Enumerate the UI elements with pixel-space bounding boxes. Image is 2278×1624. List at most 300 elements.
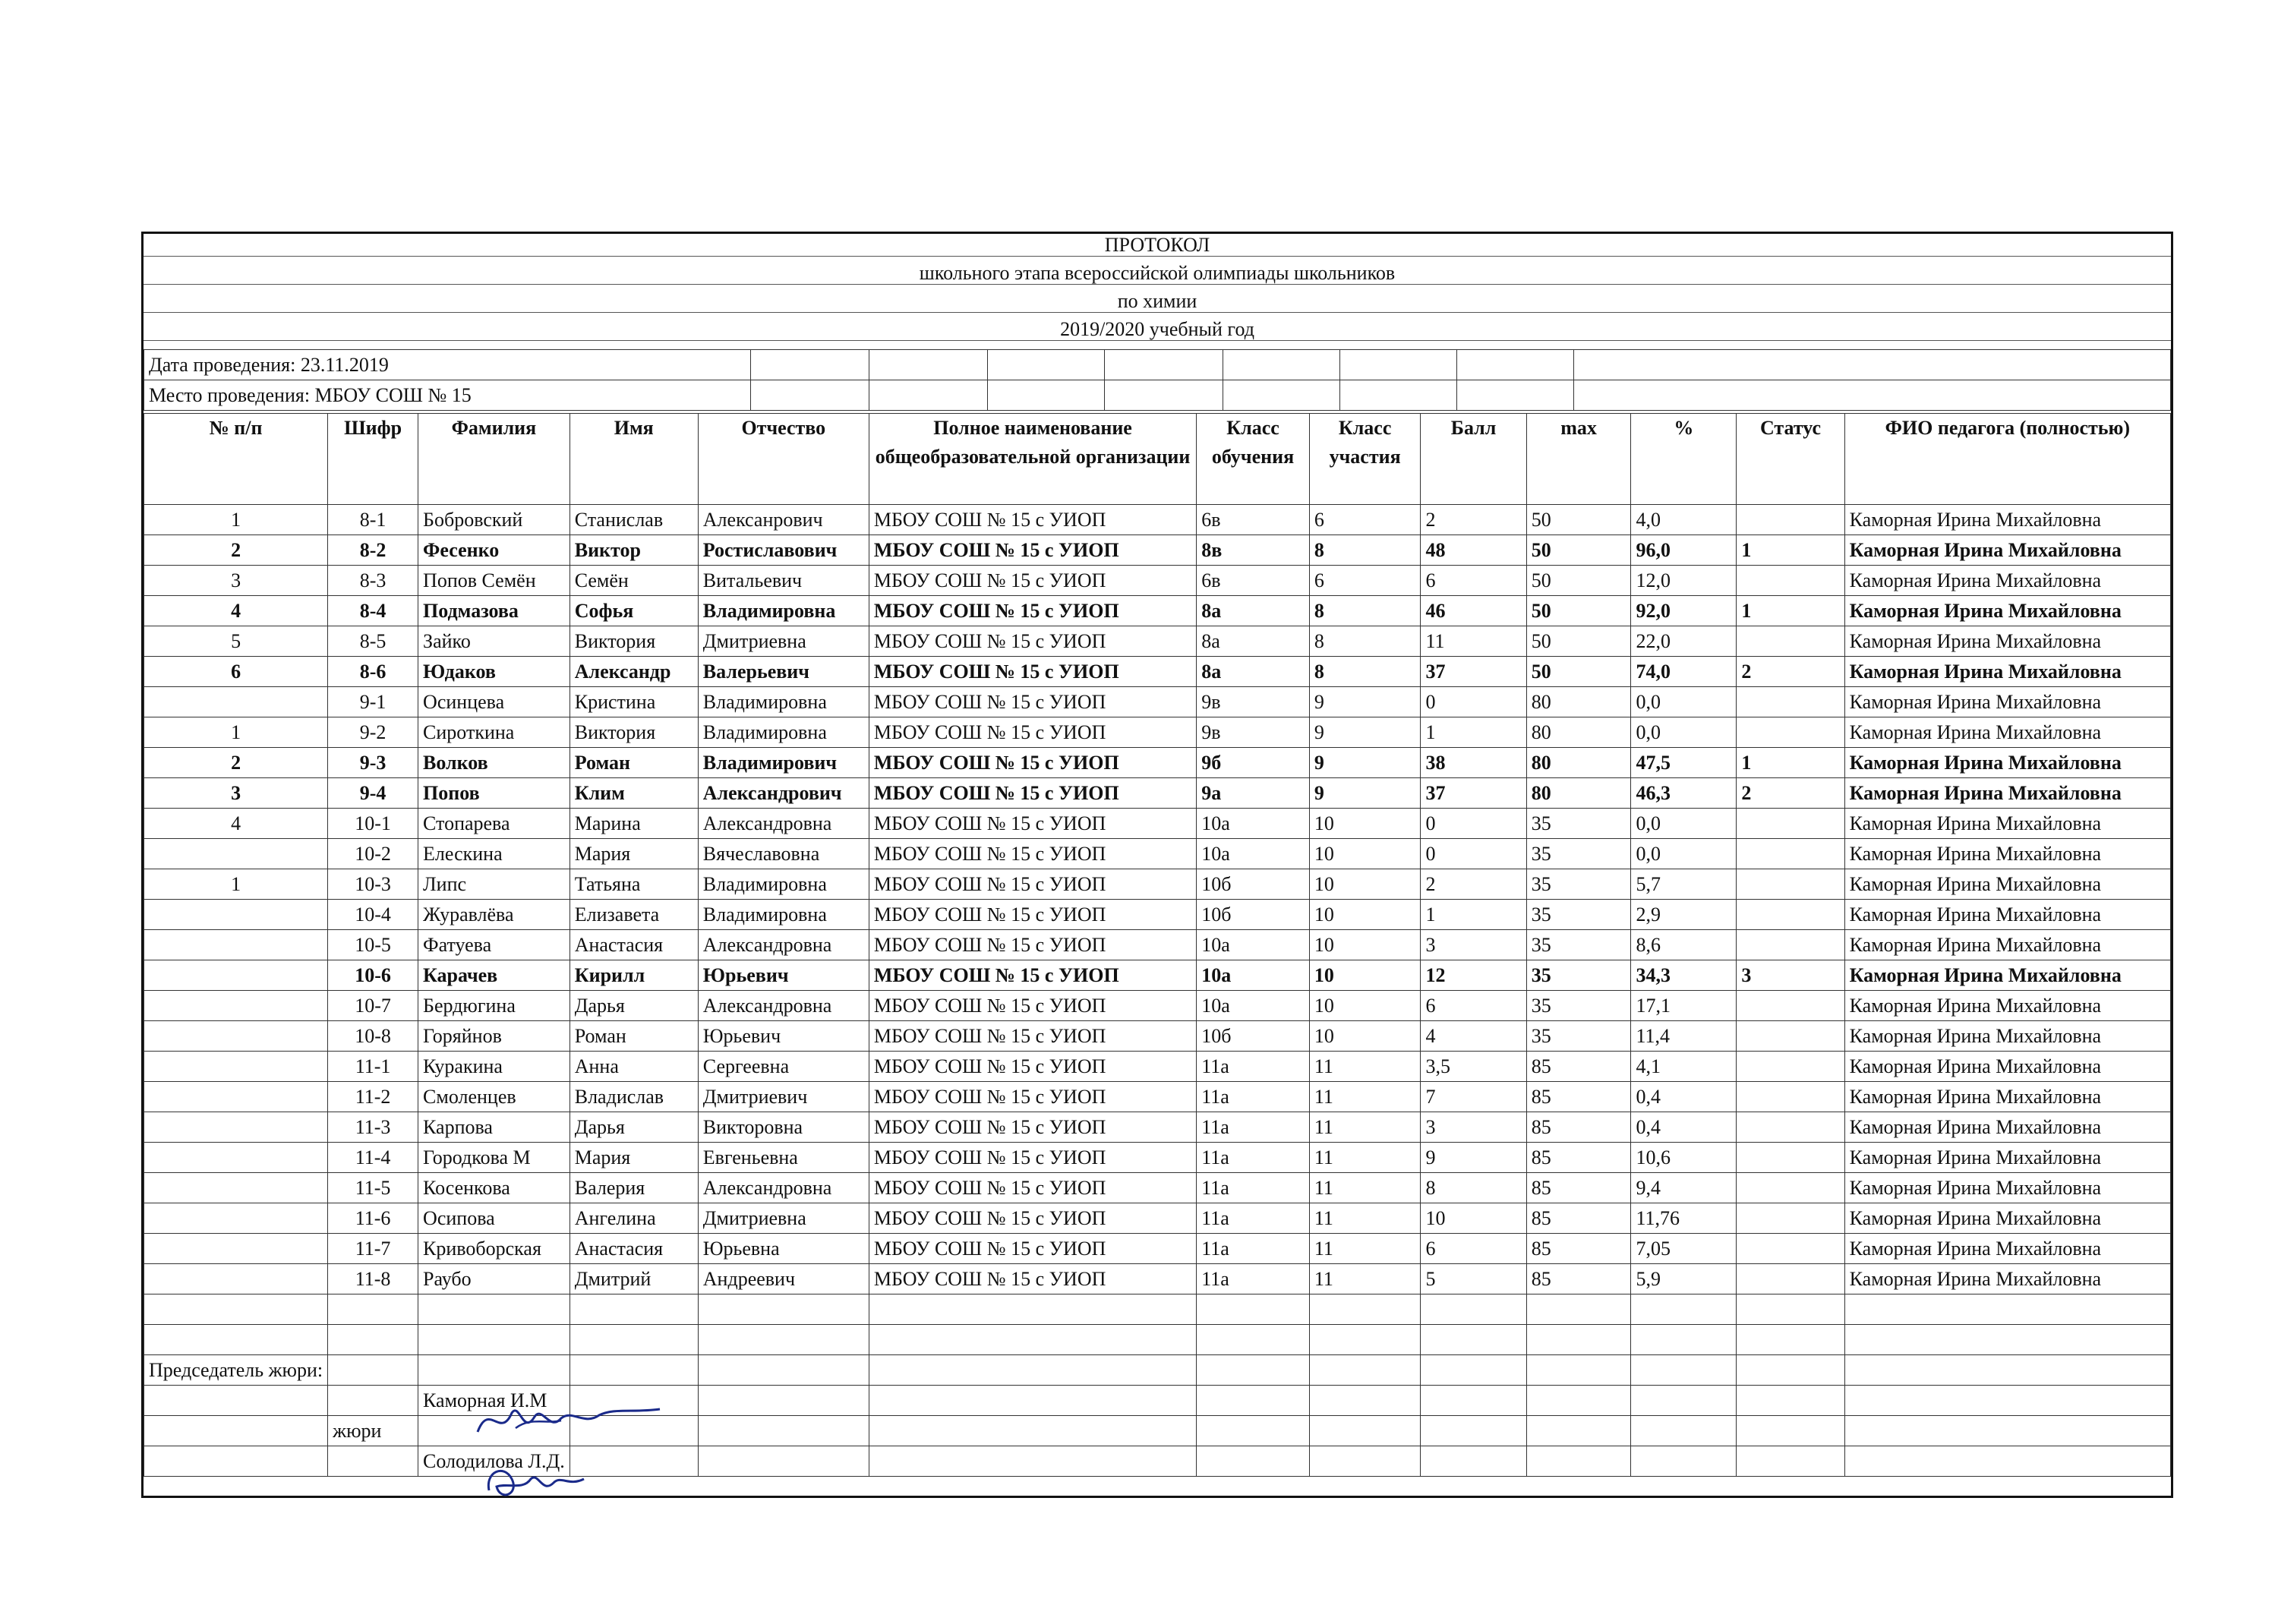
cell-org: МБОУ СОШ № 15 с УИОП	[869, 1082, 1196, 1112]
cell-first: Елизавета	[570, 900, 698, 930]
cell-last: Фатуева	[418, 930, 570, 960]
cell-first: Валерия	[570, 1173, 698, 1203]
cell-max: 35	[1526, 1021, 1631, 1052]
chair-label: Председатель жюри:	[144, 1355, 328, 1386]
cell-n: 4	[144, 596, 328, 626]
cell-pct: 4,1	[1631, 1052, 1737, 1082]
cell-cls: 10б	[1197, 900, 1310, 930]
cell-last: Стопарева	[418, 809, 570, 839]
cell-status: 1	[1737, 535, 1844, 566]
cell-status	[1737, 809, 1844, 839]
cell-cls: 6в	[1197, 566, 1310, 596]
cell-patr: Евгеньевна	[698, 1143, 869, 1173]
cell-code: 8-6	[328, 657, 418, 687]
cell-score: 10	[1421, 1203, 1526, 1234]
cell-org: МБОУ СОШ № 15 с УИОП	[869, 900, 1196, 930]
column-header: Класс участия	[1309, 414, 1421, 505]
cell-status: 1	[1737, 596, 1844, 626]
cell-code: 11-7	[328, 1234, 418, 1264]
cell-last: Косенкова	[418, 1173, 570, 1203]
cell-code: 10-3	[328, 869, 418, 900]
table-row	[144, 596, 2171, 626]
cell-cls: 8в	[1197, 535, 1310, 566]
cell-last: Осипова	[418, 1203, 570, 1234]
cell-status	[1737, 1203, 1844, 1234]
cell-part: 11	[1309, 1264, 1421, 1294]
cell-org: МБОУ СОШ № 15 с УИОП	[869, 505, 1196, 535]
cell-max: 80	[1526, 717, 1631, 748]
cell-max: 50	[1526, 535, 1631, 566]
cell-org: МБОУ СОШ № 15 с УИОП	[869, 991, 1196, 1021]
cell-last: Зайко	[418, 626, 570, 657]
cell-score: 37	[1421, 778, 1526, 809]
cell-pct: 4,0	[1631, 505, 1737, 535]
column-header: Фамилия	[418, 414, 570, 505]
cell-code: 8-5	[328, 626, 418, 657]
cell-code: 9-4	[328, 778, 418, 809]
cell-part: 10	[1309, 839, 1421, 869]
cell-max: 35	[1526, 900, 1631, 930]
cell-part: 8	[1309, 626, 1421, 657]
cell-first: Дарья	[570, 1112, 698, 1143]
cell-first: Мария	[570, 1143, 698, 1173]
cell-patr: Александровна	[698, 930, 869, 960]
cell-first: Роман	[570, 1021, 698, 1052]
cell-status	[1737, 1052, 1844, 1082]
table-row	[144, 778, 2171, 809]
cell-last: Кривоборская	[418, 1234, 570, 1264]
cell-last: Карачев	[418, 960, 570, 991]
cell-score: 2	[1421, 869, 1526, 900]
cell-first: Дарья	[570, 991, 698, 1021]
cell-n: 5	[144, 626, 328, 657]
cell-cls: 8а	[1197, 596, 1310, 626]
cell-last: Подмазова	[418, 596, 570, 626]
cell-status	[1737, 1021, 1844, 1052]
cell-last: Городкова М	[418, 1143, 570, 1173]
cell-cls: 10а	[1197, 991, 1310, 1021]
cell-last: Осинцева	[418, 687, 570, 717]
cell-cls: 11а	[1197, 1234, 1310, 1264]
cell-org: МБОУ СОШ № 15 с УИОП	[869, 1173, 1196, 1203]
table-row	[144, 535, 2171, 566]
cell-teacher: Каморная Ирина Михайловна	[1844, 748, 2170, 778]
protocol-subject: по химии	[144, 290, 2171, 313]
column-header: %	[1631, 414, 1737, 505]
cell-cls: 10а	[1197, 809, 1310, 839]
cell-max: 85	[1526, 1173, 1631, 1203]
cell-status	[1737, 1143, 1844, 1173]
cell-last: Смоленцев	[418, 1082, 570, 1112]
cell-part: 11	[1309, 1052, 1421, 1082]
cell-org: МБОУ СОШ № 15 с УИОП	[869, 1112, 1196, 1143]
cell-score: 38	[1421, 748, 1526, 778]
footer-row	[144, 1386, 2171, 1416]
column-header: Статус	[1737, 414, 1844, 505]
cell-code: 11-2	[328, 1082, 418, 1112]
table-row	[144, 930, 2171, 960]
cell-patr: Александровна	[698, 991, 869, 1021]
cell-n: 1	[144, 505, 328, 535]
cell-teacher: Каморная Ирина Михайловна	[1844, 869, 2170, 900]
cell-teacher: Каморная Ирина Михайловна	[1844, 657, 2170, 687]
cell-code: 10-1	[328, 809, 418, 839]
cell-score: 7	[1421, 1082, 1526, 1112]
cell-max: 35	[1526, 869, 1631, 900]
cell-last: Куракина	[418, 1052, 570, 1082]
cell-patr: Владимировна	[698, 900, 869, 930]
cell-max: 50	[1526, 657, 1631, 687]
footer-row	[144, 1416, 2171, 1446]
cell-status	[1737, 687, 1844, 717]
cell-part: 8	[1309, 535, 1421, 566]
signature-solodilova	[478, 1456, 592, 1509]
meta-table	[144, 349, 2171, 411]
cell-score: 3	[1421, 930, 1526, 960]
cell-patr: Юрьевна	[698, 1234, 869, 1264]
cell-max: 80	[1526, 687, 1631, 717]
cell-teacher: Каморная Ирина Михайловна	[1844, 1021, 2170, 1052]
cell-cls: 8а	[1197, 626, 1310, 657]
cell-status	[1737, 839, 1844, 869]
cell-code: 8-1	[328, 505, 418, 535]
cell-org: МБОУ СОШ № 15 с УИОП	[869, 809, 1196, 839]
cell-org: МБОУ СОШ № 15 с УИОП	[869, 1143, 1196, 1173]
cell-code: 11-5	[328, 1173, 418, 1203]
cell-last: Юдаков	[418, 657, 570, 687]
cell-patr: Ростиславович	[698, 535, 869, 566]
cell-first: Виктория	[570, 626, 698, 657]
cell-org: МБОУ СОШ № 15 с УИОП	[869, 687, 1196, 717]
cell-cls: 10а	[1197, 839, 1310, 869]
cell-code: 10-7	[328, 991, 418, 1021]
cell-max: 85	[1526, 1052, 1631, 1082]
cell-cls: 9в	[1197, 717, 1310, 748]
cell-max: 85	[1526, 1203, 1631, 1234]
cell-code: 11-4	[328, 1143, 418, 1173]
cell-teacher: Каморная Ирина Михайловна	[1844, 1264, 2170, 1294]
cell-org: МБОУ СОШ № 15 с УИОП	[869, 1052, 1196, 1082]
cell-n	[144, 1234, 328, 1264]
cell-score: 3	[1421, 1112, 1526, 1143]
cell-pct: 5,7	[1631, 869, 1737, 900]
cell-part: 10	[1309, 991, 1421, 1021]
cell-part: 6	[1309, 505, 1421, 535]
cell-patr: Андреевич	[698, 1264, 869, 1294]
table-row	[144, 1082, 2171, 1112]
cell-part: 10	[1309, 1021, 1421, 1052]
cell-cls: 11а	[1197, 1052, 1310, 1082]
cell-first: Анна	[570, 1052, 698, 1082]
cell-first: Софья	[570, 596, 698, 626]
date-line: Дата проведения: 23.11.2019	[144, 350, 751, 380]
cell-score: 6	[1421, 991, 1526, 1021]
table-row	[144, 1143, 2171, 1173]
cell-first: Виктория	[570, 717, 698, 748]
cell-part: 10	[1309, 930, 1421, 960]
cell-part: 8	[1309, 657, 1421, 687]
cell-org: МБОУ СОШ № 15 с УИОП	[869, 566, 1196, 596]
cell-first: Семён	[570, 566, 698, 596]
cell-score: 1	[1421, 717, 1526, 748]
cell-patr: Юрьевич	[698, 960, 869, 991]
cell-n: 2	[144, 748, 328, 778]
cell-pct: 0,0	[1631, 717, 1737, 748]
cell-part: 11	[1309, 1143, 1421, 1173]
cell-score: 6	[1421, 566, 1526, 596]
cell-n: 1	[144, 869, 328, 900]
cell-pct: 96,0	[1631, 535, 1737, 566]
cell-patr: Вячеславовна	[698, 839, 869, 869]
cell-patr: Владимирович	[698, 748, 869, 778]
cell-patr: Александрович	[698, 778, 869, 809]
cell-cls: 11а	[1197, 1203, 1310, 1234]
cell-part: 10	[1309, 960, 1421, 991]
cell-part: 10	[1309, 809, 1421, 839]
cell-teacher: Каморная Ирина Михайловна	[1844, 930, 2170, 960]
table-row	[144, 717, 2171, 748]
cell-pct: 0,4	[1631, 1082, 1737, 1112]
cell-last: Попов	[418, 778, 570, 809]
cell-first: Ангелина	[570, 1203, 698, 1234]
cell-score: 9	[1421, 1143, 1526, 1173]
table-row	[144, 1203, 2171, 1234]
cell-code: 8-2	[328, 535, 418, 566]
cell-first: Кирилл	[570, 960, 698, 991]
cell-teacher: Каморная Ирина Михайловна	[1844, 717, 2170, 748]
cell-code: 10-6	[328, 960, 418, 991]
cell-org: МБОУ СОШ № 15 с УИОП	[869, 1203, 1196, 1234]
cell-n	[144, 900, 328, 930]
table-row	[144, 1112, 2171, 1143]
cell-status: 1	[1737, 748, 1844, 778]
cell-pct: 34,3	[1631, 960, 1737, 991]
table-row	[144, 657, 2171, 687]
cell-n: 3	[144, 566, 328, 596]
cell-max: 50	[1526, 596, 1631, 626]
cell-patr: Александровна	[698, 809, 869, 839]
cell-max: 80	[1526, 778, 1631, 809]
cell-org: МБОУ СОШ № 15 с УИОП	[869, 839, 1196, 869]
table-row	[144, 839, 2171, 869]
cell-teacher: Каморная Ирина Михайловна	[1844, 596, 2170, 626]
cell-status	[1737, 869, 1844, 900]
cell-code: 10-4	[328, 900, 418, 930]
cell-score: 3,5	[1421, 1052, 1526, 1082]
cell-part: 11	[1309, 1112, 1421, 1143]
cell-cls: 10б	[1197, 1021, 1310, 1052]
cell-last: Елескина	[418, 839, 570, 869]
footer-row	[144, 1446, 2171, 1477]
table-row	[144, 869, 2171, 900]
cell-teacher: Каморная Ирина Михайловна	[1844, 960, 2170, 991]
cell-max: 35	[1526, 839, 1631, 869]
cell-n	[144, 1264, 328, 1294]
cell-cls: 11а	[1197, 1112, 1310, 1143]
cell-part: 10	[1309, 869, 1421, 900]
table-header-row	[144, 414, 2171, 505]
cell-status	[1737, 717, 1844, 748]
cell-status	[1737, 930, 1844, 960]
cell-pct: 47,5	[1631, 748, 1737, 778]
cell-teacher: Каморная Ирина Михайловна	[1844, 535, 2170, 566]
cell-pct: 0,4	[1631, 1112, 1737, 1143]
cell-n	[144, 687, 328, 717]
table-row	[144, 626, 2171, 657]
cell-part: 11	[1309, 1203, 1421, 1234]
cell-patr: Сергеевна	[698, 1052, 869, 1082]
cell-n: 4	[144, 809, 328, 839]
cell-first: Мария	[570, 839, 698, 869]
cell-n	[144, 1021, 328, 1052]
cell-first: Клим	[570, 778, 698, 809]
cell-last: Липс	[418, 869, 570, 900]
cell-pct: 22,0	[1631, 626, 1737, 657]
cell-n	[144, 1052, 328, 1082]
cell-score: 0	[1421, 687, 1526, 717]
cell-pct: 0,0	[1631, 839, 1737, 869]
cell-first: Кристина	[570, 687, 698, 717]
cell-score: 5	[1421, 1264, 1526, 1294]
cell-status	[1737, 900, 1844, 930]
cell-first: Марина	[570, 809, 698, 839]
cell-code: 10-2	[328, 839, 418, 869]
cell-max: 50	[1526, 626, 1631, 657]
cell-cls: 11а	[1197, 1264, 1310, 1294]
cell-org: МБОУ СОШ № 15 с УИОП	[869, 1264, 1196, 1294]
signature-kamornaya	[470, 1386, 667, 1455]
cell-cls: 10б	[1197, 869, 1310, 900]
cell-teacher: Каморная Ирина Михайловна	[1844, 778, 2170, 809]
results-table	[144, 413, 2171, 1477]
column-header: ФИО педагога (полностью)	[1844, 414, 2170, 505]
cell-patr: Александровна	[698, 1173, 869, 1203]
cell-teacher: Каморная Ирина Михайловна	[1844, 991, 2170, 1021]
cell-first: Александр	[570, 657, 698, 687]
cell-org: МБОУ СОШ № 15 с УИОП	[869, 717, 1196, 748]
cell-n	[144, 1112, 328, 1143]
footer-row	[144, 1294, 2171, 1325]
cell-part: 9	[1309, 687, 1421, 717]
cell-n	[144, 1082, 328, 1112]
cell-last: Журавлёва	[418, 900, 570, 930]
cell-status: 3	[1737, 960, 1844, 991]
table-row	[144, 566, 2171, 596]
cell-score: 0	[1421, 839, 1526, 869]
cell-part: 11	[1309, 1082, 1421, 1112]
table-row	[144, 505, 2171, 535]
cell-max: 85	[1526, 1264, 1631, 1294]
cell-last: Попов Семён	[418, 566, 570, 596]
cell-teacher: Каморная Ирина Михайловна	[1844, 809, 2170, 839]
cell-patr: Владимировна	[698, 687, 869, 717]
cell-score: 8	[1421, 1173, 1526, 1203]
table-row	[144, 748, 2171, 778]
cell-org: МБОУ СОШ № 15 с УИОП	[869, 626, 1196, 657]
cell-code: 9-2	[328, 717, 418, 748]
cell-last: Горяйнов	[418, 1021, 570, 1052]
cell-pct: 11,76	[1631, 1203, 1737, 1234]
cell-status: 2	[1737, 657, 1844, 687]
cell-last: Бобровский	[418, 505, 570, 535]
cell-max: 85	[1526, 1143, 1631, 1173]
cell-code: 9-3	[328, 748, 418, 778]
cell-patr: Юрьевич	[698, 1021, 869, 1052]
cell-score: 48	[1421, 535, 1526, 566]
column-header: Имя	[570, 414, 698, 505]
cell-score: 37	[1421, 657, 1526, 687]
cell-score: 46	[1421, 596, 1526, 626]
cell-pct: 17,1	[1631, 991, 1737, 1021]
protocol-title: ПРОТОКОЛ	[144, 234, 2171, 257]
cell-part: 9	[1309, 778, 1421, 809]
table-row	[144, 991, 2171, 1021]
cell-org: МБОУ СОШ № 15 с УИОП	[869, 748, 1196, 778]
column-header: max	[1526, 414, 1631, 505]
cell-org: МБОУ СОШ № 15 с УИОП	[869, 930, 1196, 960]
protocol-sheet	[141, 232, 2173, 1498]
table-row	[144, 1052, 2171, 1082]
cell-org: МБОУ СОШ № 15 с УИОП	[869, 657, 1196, 687]
cell-part: 10	[1309, 900, 1421, 930]
cell-teacher: Каморная Ирина Михайловна	[1844, 626, 2170, 657]
cell-cls: 10а	[1197, 960, 1310, 991]
cell-pct: 12,0	[1631, 566, 1737, 596]
cell-score: 11	[1421, 626, 1526, 657]
cell-n	[144, 930, 328, 960]
cell-first: Владислав	[570, 1082, 698, 1112]
cell-cls: 9в	[1197, 687, 1310, 717]
cell-pct: 2,9	[1631, 900, 1737, 930]
cell-part: 11	[1309, 1173, 1421, 1203]
cell-n: 6	[144, 657, 328, 687]
cell-teacher: Каморная Ирина Михайловна	[1844, 1234, 2170, 1264]
cell-cls: 9а	[1197, 778, 1310, 809]
cell-teacher: Каморная Ирина Михайловна	[1844, 1112, 2170, 1143]
cell-patr: Валерьевич	[698, 657, 869, 687]
cell-part: 9	[1309, 717, 1421, 748]
cell-last: Раубо	[418, 1264, 570, 1294]
cell-patr: Викторовна	[698, 1112, 869, 1143]
cell-status	[1737, 1082, 1844, 1112]
cell-cls: 11а	[1197, 1143, 1310, 1173]
cell-pct: 11,4	[1631, 1021, 1737, 1052]
cell-cls: 9б	[1197, 748, 1310, 778]
cell-n	[144, 1143, 328, 1173]
cell-part: 11	[1309, 1234, 1421, 1264]
cell-pct: 46,3	[1631, 778, 1737, 809]
cell-pct: 8,6	[1631, 930, 1737, 960]
footer-row	[144, 1355, 2171, 1386]
cell-first: Роман	[570, 748, 698, 778]
cell-code: 10-8	[328, 1021, 418, 1052]
cell-first: Станислав	[570, 505, 698, 535]
cell-status	[1737, 1264, 1844, 1294]
chair-name: Каморная И.М	[418, 1386, 570, 1416]
cell-max: 50	[1526, 505, 1631, 535]
cell-teacher: Каморная Ирина Михайловна	[1844, 1143, 2170, 1173]
cell-code: 8-4	[328, 596, 418, 626]
cell-code: 9-1	[328, 687, 418, 717]
cell-teacher: Каморная Ирина Михайловна	[1844, 505, 2170, 535]
cell-max: 85	[1526, 1112, 1631, 1143]
jury-name: Солодилова Л.Д.	[418, 1446, 570, 1477]
cell-score: 1	[1421, 900, 1526, 930]
cell-org: МБОУ СОШ № 15 с УИОП	[869, 869, 1196, 900]
table-row	[144, 687, 2171, 717]
cell-score: 0	[1421, 809, 1526, 839]
table-row	[144, 1021, 2171, 1052]
